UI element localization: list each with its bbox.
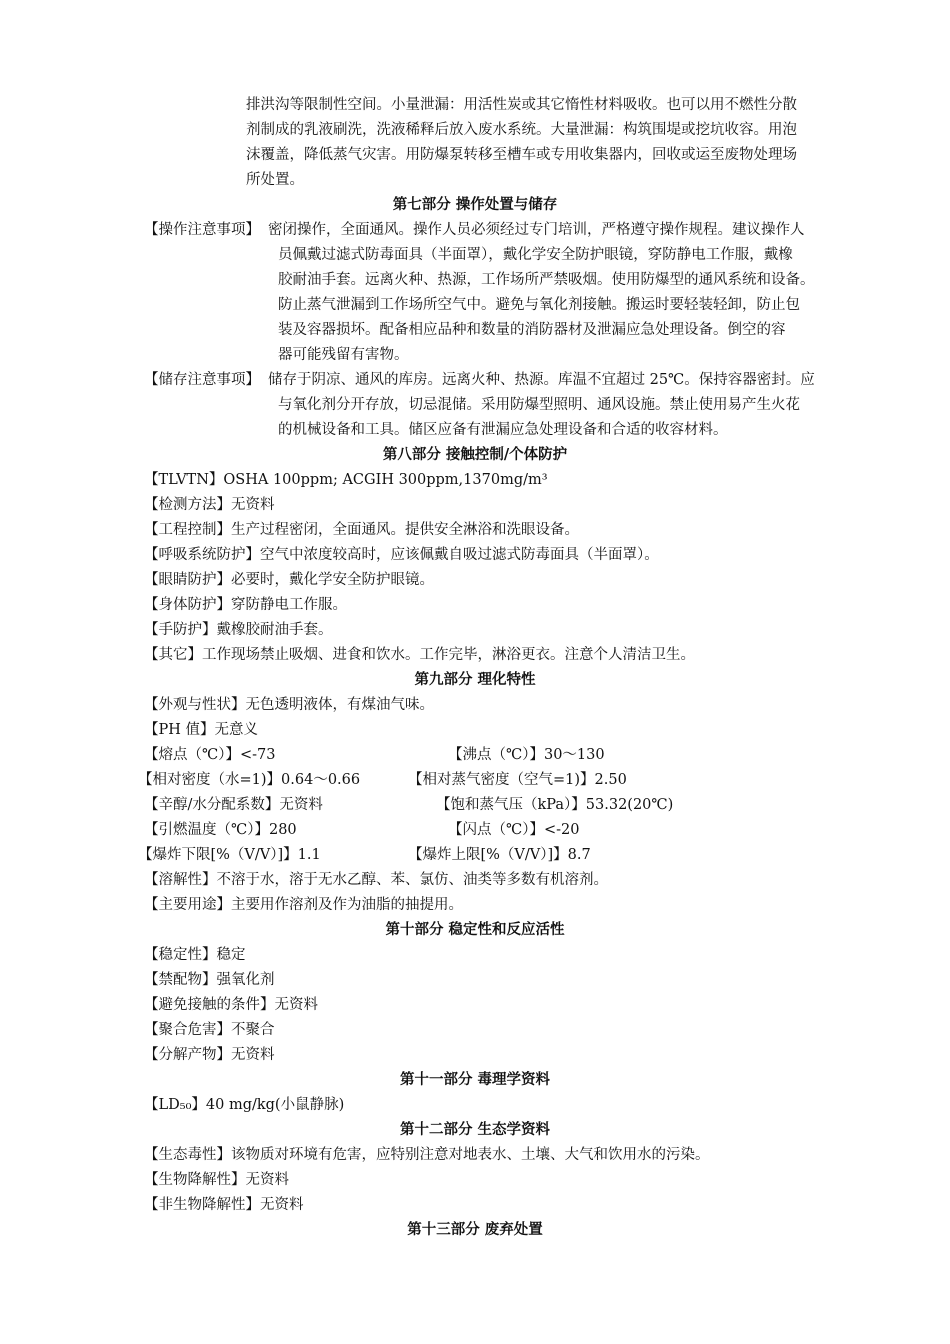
decomposition-products: 【分解产物】无资料 [144, 1047, 275, 1063]
leak-text-line: 沫覆盖，降低蒸气灾害。用防爆泵转移至槽车或专用收集器内，回收或运至废物处理场 [246, 147, 797, 163]
upper-explosive-limit: 【爆炸上限[%（V/V）]】8.7 [408, 847, 591, 863]
section-11-heading: 第十一部分 毒理学资料 [399, 1071, 551, 1088]
operation-text-line: 胶耐油手套。远离火种、热源，工作场所严禁吸烟。使用防爆型的通风系统和设备。 [278, 272, 815, 288]
polymerization-hazard: 【聚合危害】不聚合 [144, 1022, 275, 1038]
vapor-pressure: 【饱和蒸气压（kPa）】53.32(20℃) [436, 797, 674, 813]
body-protection: 【身体防护】穿防静电工作服。 [144, 597, 347, 613]
section-13-heading: 第十三部分 废弃处置 [407, 1221, 543, 1238]
non-biodegradability: 【非生物降解性】无资料 [144, 1197, 304, 1213]
leak-text-line: 排洪沟等限制性空间。小量泄漏：用活性炭或其它惰性材料吸收。也可以用不燃性分散 [246, 97, 797, 113]
ph-value: 【PH 值】无意义 [144, 722, 259, 738]
section-8-heading: 第八部分 接触控制/个体防护 [382, 446, 568, 463]
solubility: 【溶解性】不溶于水，溶于无水乙醇、苯、氯仿、油类等多数有机溶剂。 [144, 872, 608, 888]
operation-text-line: 装及容器损坏。配备相应品种和数量的消防器材及泄漏应急处理设备。倒空的容 [278, 322, 786, 338]
section-7-heading: 第七部分 操作处置与储存 [392, 196, 558, 213]
incompatible-materials: 【禁配物】强氧化剂 [144, 972, 275, 988]
eye-protection: 【眼睛防护】必要时，戴化学安全防护眼镜。 [144, 572, 434, 588]
storage-text-line: 与氧化剂分开存放，切忌混储。采用防爆型照明、通风设施。禁止使用易产生火花 [278, 397, 800, 413]
section-10-heading: 第十部分 稳定性和反应活性 [385, 921, 565, 938]
ld50: 【LD₅₀】40 mg/kg(小鼠静脉) [144, 1097, 345, 1113]
engineering-control: 【工程控制】生产过程密闭，全面通风。提供安全淋浴和洗眼设备。 [144, 522, 579, 538]
leak-text-line: 剂制成的乳液刷洗，洗液稀释后放入废水系统。大量泄漏：构筑围堤或挖坑收容。用泡 [246, 122, 797, 138]
respiratory-protection: 【呼吸系统防护】空气中浓度较高时，应该佩戴自吸过滤式防毒面具（半面罩）。 [144, 547, 659, 563]
operation-text-line: 器可能残留有害物。 [278, 347, 409, 363]
relative-vapor-density: 【相对蒸气密度（空气=1)】2.50 [408, 772, 627, 788]
operation-text-line: 防止蒸气泄漏到工作场所空气中。避免与氧化剂接触。搬运时要轻装轻卸，防止包 [278, 297, 800, 313]
biodegradability: 【生物降解性】无资料 [144, 1172, 289, 1188]
relative-density: 【相对密度（水=1)】0.64～0.66 [138, 772, 361, 788]
main-use: 【主要用途】主要用作溶剂及作为油脂的抽提用。 [144, 897, 463, 913]
partition-coefficient: 【辛醇/水分配系数】无资料 [144, 797, 323, 813]
stability: 【稳定性】稳定 [144, 947, 246, 963]
lower-explosive-limit: 【爆炸下限[%（V/V）]】1.1 [138, 847, 321, 863]
operation-text-line: 员佩戴过滤式防毒面具（半面罩），戴化学安全防护眼镜，穿防静电工作服，戴橡 [278, 247, 793, 263]
melting-point: 【熔点（℃）】<-73 [144, 747, 276, 763]
flash-point: 【闪点（℃）】<-20 [448, 822, 580, 838]
other-protection: 【其它】工作现场禁止吸烟、进食和饮水。工作完毕，淋浴更衣。注意个人清洁卫生。 [144, 647, 695, 663]
boiling-point: 【沸点（℃）】30～130 [448, 747, 605, 763]
operation-label: 【操作注意事项】 [144, 222, 260, 238]
appearance: 【外观与性状】无色透明液体，有煤油气味。 [144, 697, 434, 713]
tlvtn-line: 【TLVTN】OSHA 100ppm; ACGIH 300ppm,1370mg/m³ [144, 472, 548, 488]
leak-text-line: 所处置。 [246, 172, 304, 188]
storage-text-line: 的机械设备和工具。储区应备有泄漏应急处理设备和合适的收容材料。 [278, 422, 728, 438]
detection-method: 【检测方法】无资料 [144, 497, 275, 513]
conditions-to-avoid: 【避免接触的条件】无资料 [144, 997, 318, 1013]
section-9-heading: 第九部分 理化特性 [414, 671, 536, 688]
section-12-heading: 第十二部分 生态学资料 [399, 1121, 551, 1138]
hand-protection: 【手防护】戴橡胶耐油手套。 [144, 622, 333, 638]
operation-text-line: 密闭操作，全面通风。操作人员必须经过专门培训，严格遵守操作规程。建议操作人 [268, 222, 805, 238]
storage-label: 【储存注意事项】 [144, 372, 260, 388]
ignition-temperature: 【引燃温度（℃）】280 [144, 822, 297, 838]
storage-text-line: 储存于阴凉、通风的库房。远离火种、热源。库温不宜超过 25℃。保持容器密封。应 [268, 372, 815, 388]
ecotoxicity: 【生态毒性】该物质对环境有危害，应特别注意对地表水、土壤、大气和饮用水的污染。 [144, 1147, 710, 1163]
